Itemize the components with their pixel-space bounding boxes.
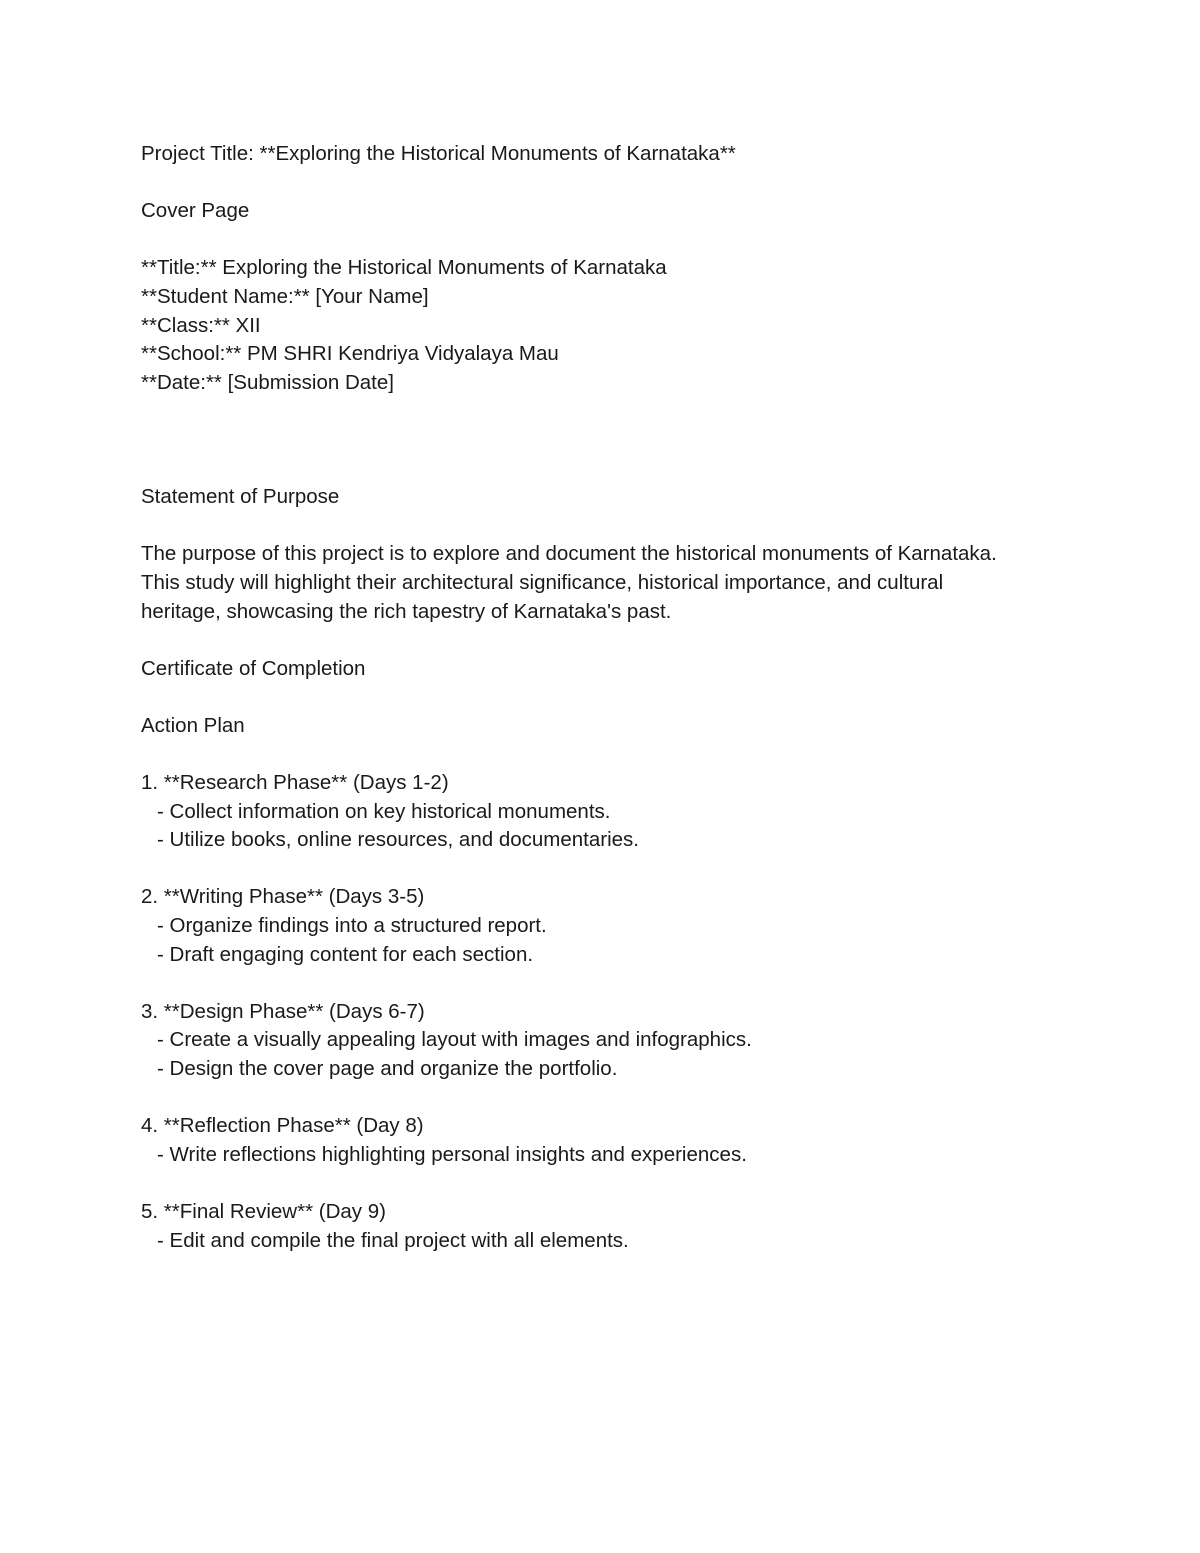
document-body xyxy=(141,140,1081,1255)
cover-field-title: **Title:** Exploring the Historical Monuments of Karnataka xyxy=(141,256,667,280)
phase-title: 4. **Reflection Phase** (Day 8) xyxy=(141,1114,424,1138)
action-plan-heading: Action Plan xyxy=(141,713,245,737)
phase-item: - Collect information on key historical monuments. xyxy=(157,799,611,823)
cover-field-class: **Class:** XII xyxy=(141,313,261,337)
certificate-heading: Certificate of Completion xyxy=(141,656,366,680)
phase-item: - Utilize books, online resources, and documentaries. xyxy=(157,828,639,852)
purpose-text-line: heritage, showcasing the rich tapestry of Karnataka's past. xyxy=(141,599,672,623)
phase-item: - Draft engaging content for each section. xyxy=(157,942,534,966)
project-title: Project Title: **Exploring the Historical Monuments of Karnataka** xyxy=(141,142,736,165)
cover-field-school: **School:** PM SHRI Kendriya Vidyalaya Mau xyxy=(141,342,559,366)
phase-title: 5. **Final Review** (Day 9) xyxy=(141,1199,386,1223)
phase-item: - Edit and compile the final project with all elements. xyxy=(157,1228,629,1252)
phase-title: 2. **Writing Phase** (Days 3-5) xyxy=(141,885,425,909)
phase-title: 3. **Design Phase** (Days 6-7) xyxy=(141,999,425,1023)
phase-item: - Organize findings into a structured report. xyxy=(157,914,547,938)
phase-item: - Design the cover page and organize the portfolio. xyxy=(157,1057,618,1081)
purpose-text-line: The purpose of this project is to explore and document the historical monuments of Karnataka. xyxy=(141,542,997,566)
cover-field-date: **Date:** [Submission Date] xyxy=(141,370,394,394)
phase-title: 1. **Research Phase** (Days 1-2) xyxy=(141,771,449,795)
purpose-text-line: This study will highlight their architectural significance, historical importance, and cultural xyxy=(141,570,944,594)
cover-page-heading: Cover Page xyxy=(141,199,250,223)
phase-item: - Write reflections highlighting personal insights and experiences. xyxy=(157,1142,747,1166)
phase-item: - Create a visually appealing layout with images and infographics. xyxy=(157,1028,752,1052)
purpose-heading: Statement of Purpose xyxy=(141,485,340,509)
cover-field-student-name: **Student Name:** [Your Name] xyxy=(141,284,429,308)
